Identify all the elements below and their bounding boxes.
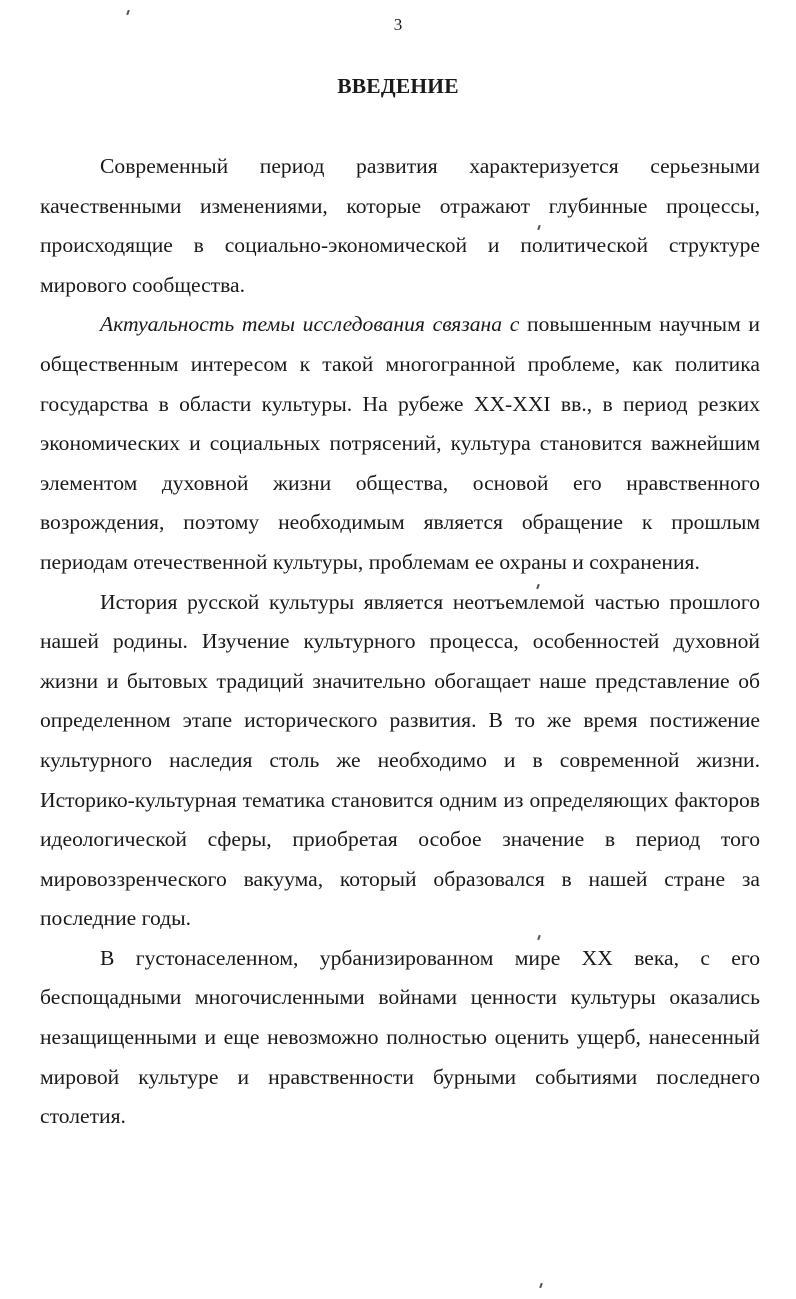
- body-text: [40, 147, 760, 1137]
- page-number: 3: [393, 15, 403, 34]
- page-title: ВВЕДЕНИЕ: [337, 74, 459, 98]
- paragraph-2-text: повышенным научным и общественным интересом к такой многогранной проблеме, как политика государства в области культуры. На рубеже XX-XXI вв., в период резких экономических и социальных потрясений, культура становится важнейшим элементом духовной жизни общества, основой его нравственного возрождения, поэтому необходимым является обращение к прошлым периодам отечественной культуры, проблемам ее охраны и сохранения.: [40, 312, 760, 574]
- paragraph-2: [40, 305, 760, 582]
- scan-speck: [539, 1283, 543, 1288]
- paragraph-1: Современный период развития характеризуется серьезными качественными изменениями, которые отражают глубинные процессы, происходящие в социально-экономической и политической структуре мирового сообщества.: [40, 154, 760, 297]
- paragraph-4: В густонаселенном, урбанизированном мире XX века, с его беспощадными многочисленными войнами ценности культуры оказались незащищенными и еще невозможно полностью оценить ущерб, нанесенный мировой культуре и нравственности бурными событиями последнего столетия.: [40, 945, 760, 1129]
- paragraph-3: История русской культуры является неотъемлемой частью прошлого нашей родины. Изучение культурного процесса, особенностей духовной жизни и бытовых традиций значительно обогащает наше представление об определенном этапе исторического развития. В то же время постижение культурного наследия столь же необходимо и в современной жизни. Историко-культурная тематика становится одним из определяющих факторов идеологической сферы, приобретая особое значение в период того мировоззренческого вакуума, который образовался в нашей стране за последние годы.: [40, 589, 760, 931]
- paragraph-2-italic-lead: Актуальность темы исследования связана с: [100, 312, 520, 337]
